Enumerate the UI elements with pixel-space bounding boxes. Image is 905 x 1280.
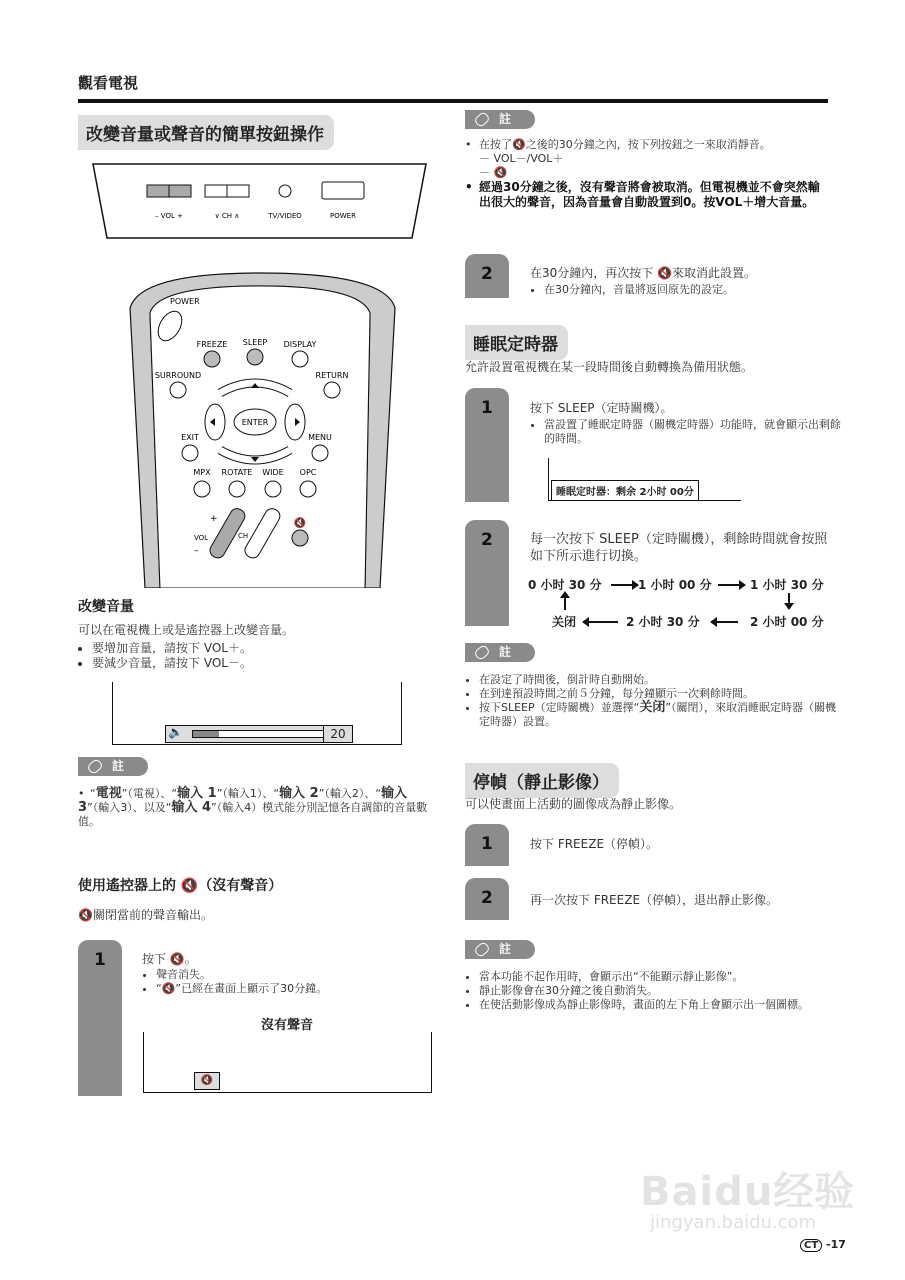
remote-return-button[interactable] — [324, 382, 340, 398]
list-item: • 要減少音量，請按下 VOL－。 — [92, 656, 422, 671]
remote-display-label: DISPLAY — [283, 340, 317, 349]
change-volume-bullets — [78, 641, 422, 671]
step-number: 2 — [481, 264, 493, 284]
sleep-step1-text: 按下 SLEEP（定時關機）。 — [530, 401, 673, 415]
mute-icon: 🔇 — [293, 518, 307, 529]
mute-step2-text: 在30分鐘內，再次按下 🔇來取消此設置。 — [530, 266, 757, 280]
tv-power-label: POWER — [330, 212, 356, 220]
list-item: • 按下SLEEP（定時關機）並選擇“关闭”（關閉），來取消睡眠定時器（關機定時器）設置。 — [479, 701, 844, 729]
list-item: • 在30分鐘內，音量將返回原先的設定。 — [544, 283, 844, 297]
list-item: • 在到達預設時間之前５分鐘，每分鐘顯示一次剩餘時間。 — [479, 687, 844, 701]
step-number: 1 — [481, 398, 493, 418]
remote-exit-label: EXIT — [181, 433, 199, 442]
remote-mpx-label: MPX — [193, 468, 211, 477]
remote-menu-button[interactable] — [312, 445, 328, 461]
paperclip-icon — [473, 111, 491, 128]
section-title-volume: 改變音量或聲音的簡單按鈕操作 — [78, 115, 334, 150]
seq-1h00: 1 小时 00 分 — [638, 578, 712, 592]
remote-opc-label: OPC — [299, 468, 317, 477]
paperclip-icon — [473, 644, 491, 661]
remote-display-button[interactable] — [292, 351, 308, 367]
sleep-step2-text: 每一次按下 SLEEP（定時關機），剩餘時間就會按照如下所示進行切換。 — [530, 532, 828, 564]
remote-wide-label: WIDE — [262, 468, 284, 477]
note-tab-volume: 註 — [78, 757, 148, 776]
change-volume-intro: 可以在電視機上或是遙控器上改變音量。 — [78, 623, 295, 637]
sleep-intro: 允許設置電視機在某一段時間後自動轉換為備用狀態。 — [465, 360, 754, 374]
mute-screen-label: 沒有聲音 — [260, 1018, 313, 1033]
section-title-sleep: 睡眠定時器 — [465, 325, 568, 360]
volume-fill — [193, 731, 219, 737]
note-mute-bullet-1: 在按了🔇之後的30分鐘之內，按下列按鈕之一來取消靜音。 — [479, 138, 771, 151]
remote-opc-button[interactable] — [300, 481, 316, 497]
step-number: 1 — [94, 950, 106, 970]
tv-video-label: TV/VIDEO — [268, 212, 302, 220]
note-sleep-bullets — [465, 673, 844, 729]
remote-enter-label: ENTER — [241, 418, 269, 427]
page-number-value: -17 — [826, 1238, 846, 1251]
remote-sleep-button[interactable] — [247, 349, 263, 365]
seq-off: 关闭 — [552, 615, 577, 629]
mute-step2-bullets — [530, 283, 844, 297]
tv-vol-label: – VOL + — [155, 212, 183, 220]
sleep-screen — [548, 458, 741, 501]
remote-wide-button[interactable] — [265, 481, 281, 497]
arrow-left-icon — [716, 621, 738, 623]
remote-menu-label: MENU — [308, 433, 332, 442]
note-tab-mute: 註 — [465, 110, 535, 129]
note-mute-bullet-2: 經過30分鐘之後，沒有聲音將會被取消。但電視機並不會突然輸出很大的聲音，因為音量會自動設置到0。按VOL＋增大音量。 — [479, 180, 820, 209]
watermark-brand: Baidu经验 — [640, 1169, 856, 1215]
list-item: • 要增加音量，請按下 VOL＋。 — [92, 641, 422, 656]
page-number — [800, 1238, 846, 1252]
remote-vol-label: VOL — [194, 534, 209, 542]
sleep-osd: 睡眠定时器：剩余 2小时 00分 — [551, 480, 699, 501]
list-item: • 在使活動影像成為靜止影像時，畫面的左下角上會顯示出一個圖標。 — [479, 998, 844, 1012]
remote-vol-plus-label: + — [210, 514, 218, 524]
arrow-right-icon — [718, 584, 740, 586]
list-item: • 在設定了時間後，倒計時自動開始。 — [479, 673, 844, 687]
remote-mute-button[interactable] — [292, 530, 308, 546]
remote-mpx-button[interactable] — [194, 481, 210, 497]
step-number: 2 — [481, 888, 493, 908]
freeze-step1-text: 按下 FREEZE（停幀）。 — [530, 837, 659, 851]
paperclip-icon — [86, 758, 104, 775]
mute-intro: 🔇關閉當前的聲音輸出。 — [78, 908, 213, 922]
mute-step-text: 按下 🔇。 — [142, 952, 197, 966]
freeze-step1-bar — [465, 824, 509, 866]
list-item: • 當設置了睡眠定時器（關機定時器）功能時，就會顯示出剩餘的時間。 — [544, 418, 844, 446]
mute-step2-bar — [465, 254, 509, 298]
mute-onscreen-icon: 🔇 — [194, 1072, 220, 1090]
remote-exit-button[interactable] — [182, 445, 198, 461]
sleep-sequence — [525, 572, 830, 632]
section-title-freeze: 停幀（靜止影像） — [465, 763, 619, 798]
step-number: 1 — [481, 834, 493, 854]
list-item: • 靜止影像會在30分鐘之後自動消失。 — [479, 984, 844, 998]
freeze-step2-bar — [465, 878, 509, 920]
sleep-step2-bar — [465, 520, 509, 626]
note-tab-sleep: 註 — [465, 643, 535, 662]
remote-surround-label: SURROUND — [154, 371, 202, 380]
list-item: • “🔇”已經在畫面上顯示了30分鐘。 — [156, 982, 446, 996]
remote-rotate-button[interactable] — [229, 481, 245, 497]
volume-value: 20 — [323, 725, 353, 743]
freeze-intro: 可以使畫面上活動的圖像成為靜止影像。 — [465, 797, 682, 811]
arrow-up-icon — [564, 597, 566, 610]
remote-ch-label: CH — [238, 532, 249, 540]
mute-step-bullets — [142, 968, 446, 996]
remote-freeze-button[interactable] — [204, 351, 220, 367]
sleep-step1-bullets — [530, 418, 844, 446]
speaker-icon: 🔈 — [168, 725, 183, 739]
remote-surround-button[interactable] — [170, 382, 186, 398]
list-item: • 聲音消失。 — [156, 968, 446, 982]
remote-return-label: RETURN — [315, 371, 349, 380]
arrow-left-icon — [588, 621, 618, 623]
change-volume-title: 改變音量 — [78, 599, 134, 615]
arrow-right-icon — [611, 584, 633, 586]
mute-step-bar — [78, 940, 122, 1096]
note-mute-sub-2: － 🔇 — [479, 166, 508, 179]
remote-rotate-label: ROTATE — [221, 468, 253, 477]
remote-power-label: POWER — [170, 297, 200, 306]
freeze-step2-text: 再一次按下 FREEZE（停幀），退出靜止影像。 — [530, 893, 779, 907]
note-mute-sub-1: － VOL－/VOL＋ — [479, 152, 564, 165]
volume-track — [192, 730, 324, 738]
sleep-step1-bar — [465, 388, 509, 502]
tv-ch-label: ∨ CH ∧ — [214, 212, 240, 220]
page-header-title: 觀看電視 — [78, 74, 139, 92]
note-tab-freeze: 註 — [465, 940, 535, 959]
remote-sleep-label: SLEEP — [242, 338, 268, 347]
seq-1h30: 1 小时 30 分 — [750, 578, 824, 592]
step-number: 2 — [481, 530, 493, 550]
tv-video-button[interactable] — [279, 185, 291, 197]
remote-freeze-label: FREEZE — [196, 340, 228, 349]
seq-2h00: 2 小时 00 分 — [750, 615, 824, 629]
remote-vol-minus-label: – — [194, 546, 199, 556]
paperclip-icon — [473, 941, 491, 958]
seq-0h30: 0 小时 30 分 — [528, 578, 602, 592]
header-rule — [78, 99, 828, 103]
volume-screen — [112, 682, 402, 745]
note-mute-block: • 在按了🔇之後的30分鐘之內，按下列按鈕之一來取消靜音。 － VOL－/VOL＋ － 🔇 • 經過30分鐘之後，沒有聲音將會被取消。但電視機並不會突然輸出很大的聲音，因為音量會自動設置到0。按VOL＋增大音量。 — [465, 138, 830, 210]
mute-screen — [143, 1032, 432, 1093]
tv-power-button[interactable] — [322, 182, 364, 199]
watermark-url: jingyan.baidu.com — [650, 1212, 817, 1233]
list-item: • 當本功能不起作用時，會顯示出“不能顯示靜止影像”。 — [479, 970, 844, 984]
page-code-badge: CT — [800, 1239, 822, 1252]
seq-2h30: 2 小时 30 分 — [626, 615, 700, 629]
mute-section-title: 使用遙控器上的 🔇（沒有聲音） — [78, 878, 283, 894]
remote-control-illustration — [120, 268, 405, 588]
note-freeze-bullets — [465, 970, 844, 1012]
tv-panel-illustration — [78, 156, 440, 244]
note-volume-text: • “電视”（電視）、“输入 1”（輸入1）、“输入 2”（輸入2）、“输入 3”（輸入3）、以及“输入 4”（輸入4）模式能分別記憶各自調節的音量數值。 — [78, 786, 428, 828]
